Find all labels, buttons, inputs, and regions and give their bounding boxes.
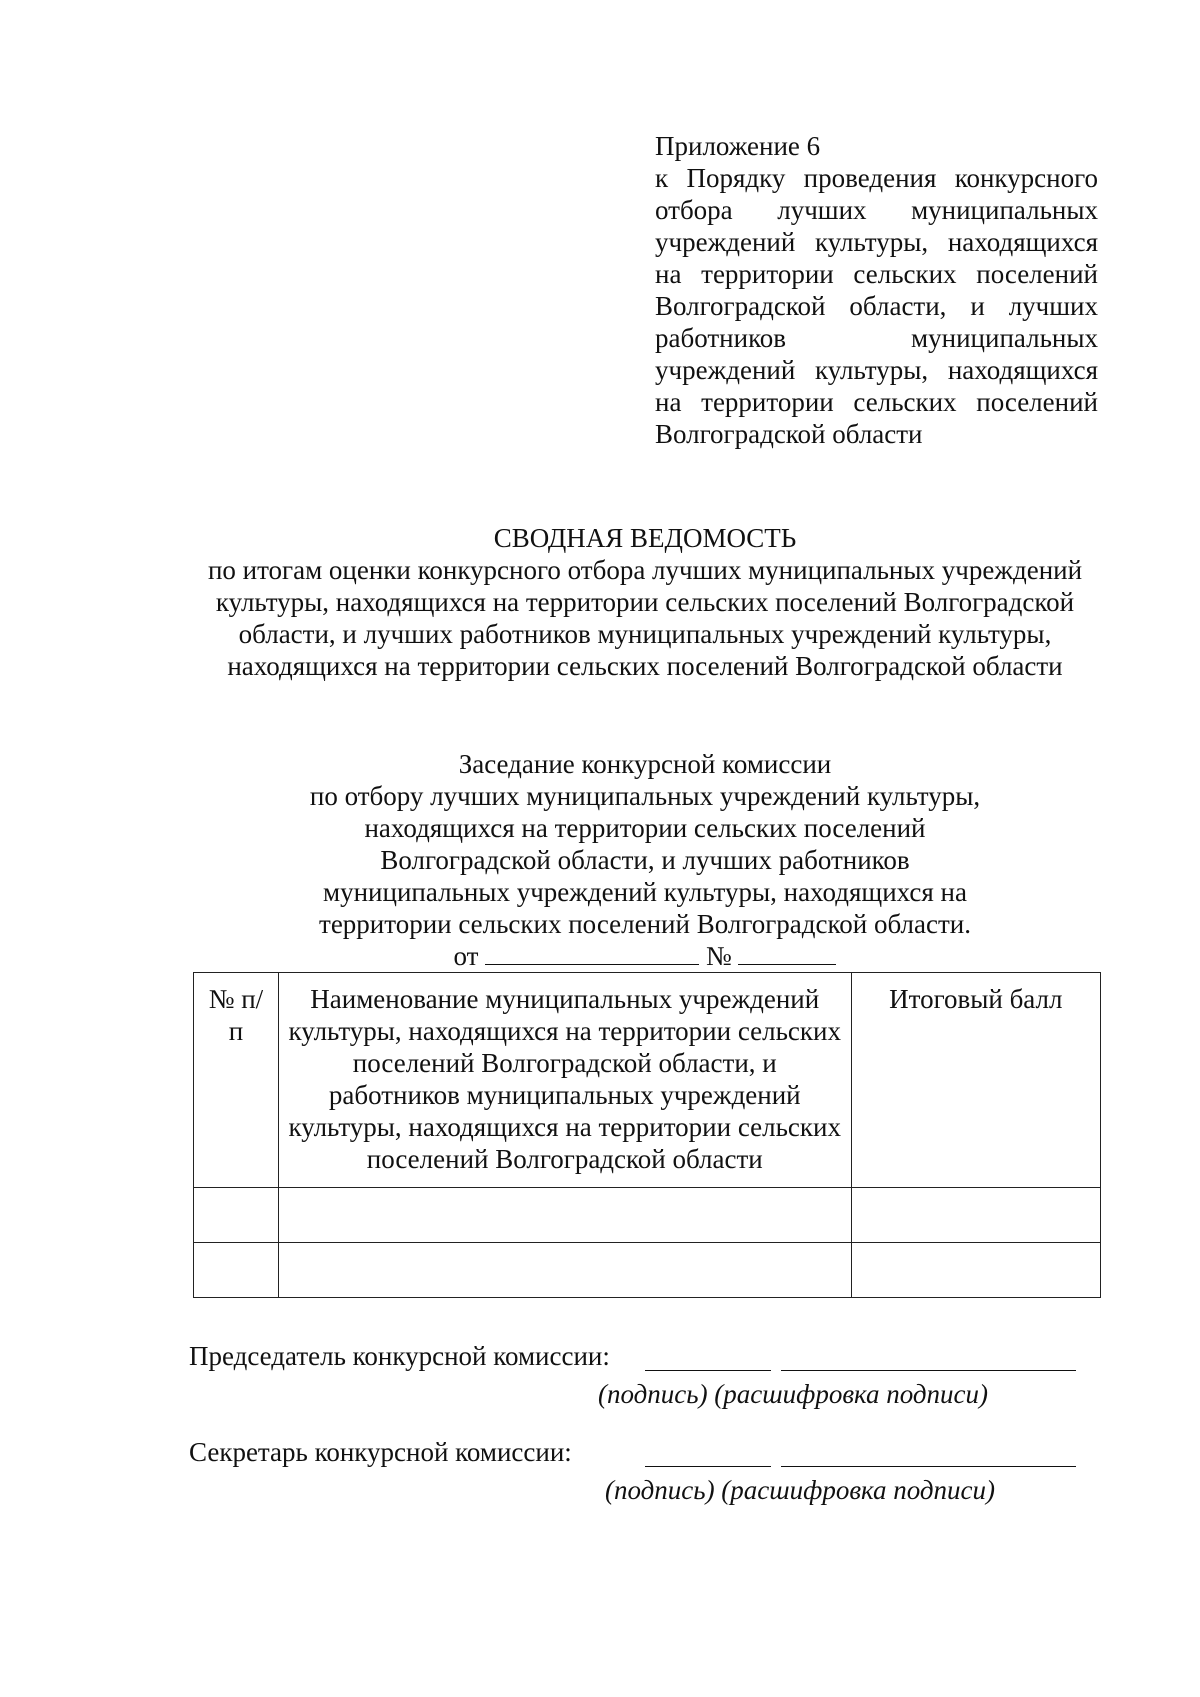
table-cell[interactable] xyxy=(278,1188,851,1243)
chairman-label: Председатель конкурсной комиссии: xyxy=(189,1341,610,1371)
meeting-date-line xyxy=(150,940,1140,972)
number-prefix: № xyxy=(705,941,732,971)
header-number: № п/п xyxy=(194,973,279,1188)
appendix-title: Приложение 6 xyxy=(655,131,821,161)
document-subtitle: по итогам оценки конкурсного отбора лучших муниципальных учреждений культуры, находящихся на территории сельских поселений Волгоградской области, и лучших работников муниципальных учреждений культуры, находящихся на территории сельских поселений Волгоградской области xyxy=(207,555,1083,681)
meeting-title: Заседание конкурсной комиссии xyxy=(458,749,832,779)
chairman-signature-line xyxy=(189,1340,610,1372)
secretary-label: Секретарь конкурсной комиссии: xyxy=(189,1437,572,1467)
date-blank-field[interactable] xyxy=(485,940,699,965)
appendix-text: к Порядку проведения конкурсного отбора лучших муниципальных учреждений культуры, находящихся на территории сельских поселений Волгоградской области, и лучших работников муниципальных учреждений культуры, находящихся на территории сельских поселений Волгоградской области xyxy=(655,163,1098,449)
table-cell[interactable] xyxy=(851,1188,1100,1243)
table-cell[interactable] xyxy=(278,1243,851,1298)
chairman-signature-field[interactable] xyxy=(645,1346,771,1371)
chairman-signature-hint: (подпись) (расшифровка подписи) xyxy=(598,1379,989,1409)
secretary-signature-line xyxy=(189,1436,572,1468)
table-header-row xyxy=(194,973,1101,1188)
document-title: СВОДНАЯ ВЕДОМОСТЬ xyxy=(493,523,797,553)
table-cell[interactable] xyxy=(851,1243,1100,1298)
appendix-note xyxy=(655,130,1098,450)
meeting-section xyxy=(150,748,1140,972)
header-name: Наименование муниципальных учреждений культуры, находящихся на территории сельских поселений Волгоградской области, и работников муниципальных учреждений культуры, находящихся на территории сельских поселений Волгоградской области xyxy=(278,973,851,1188)
table-row xyxy=(194,1243,1101,1298)
header-score: Итоговый балл xyxy=(851,973,1100,1188)
secretary-signature-hint: (подпись) (расшифровка подписи) xyxy=(605,1475,996,1505)
date-prefix: от xyxy=(453,941,479,971)
chairman-name-field[interactable] xyxy=(781,1346,1076,1371)
meeting-text: по отбору лучших муниципальных учреждений культуры, находящихся на территории сельских поселений Волгоградской области, и лучших работников муниципальных учреждений культуры, находящихся на территории сельских поселений Волгоградской области. xyxy=(309,781,981,939)
table-row xyxy=(194,1188,1101,1243)
document-heading xyxy=(150,522,1140,682)
table-cell[interactable] xyxy=(194,1243,279,1298)
secretary-signature-field[interactable] xyxy=(645,1442,771,1467)
secretary-name-field[interactable] xyxy=(781,1442,1076,1467)
table-cell[interactable] xyxy=(194,1188,279,1243)
results-table xyxy=(193,972,1101,1298)
number-blank-field[interactable] xyxy=(738,940,836,965)
